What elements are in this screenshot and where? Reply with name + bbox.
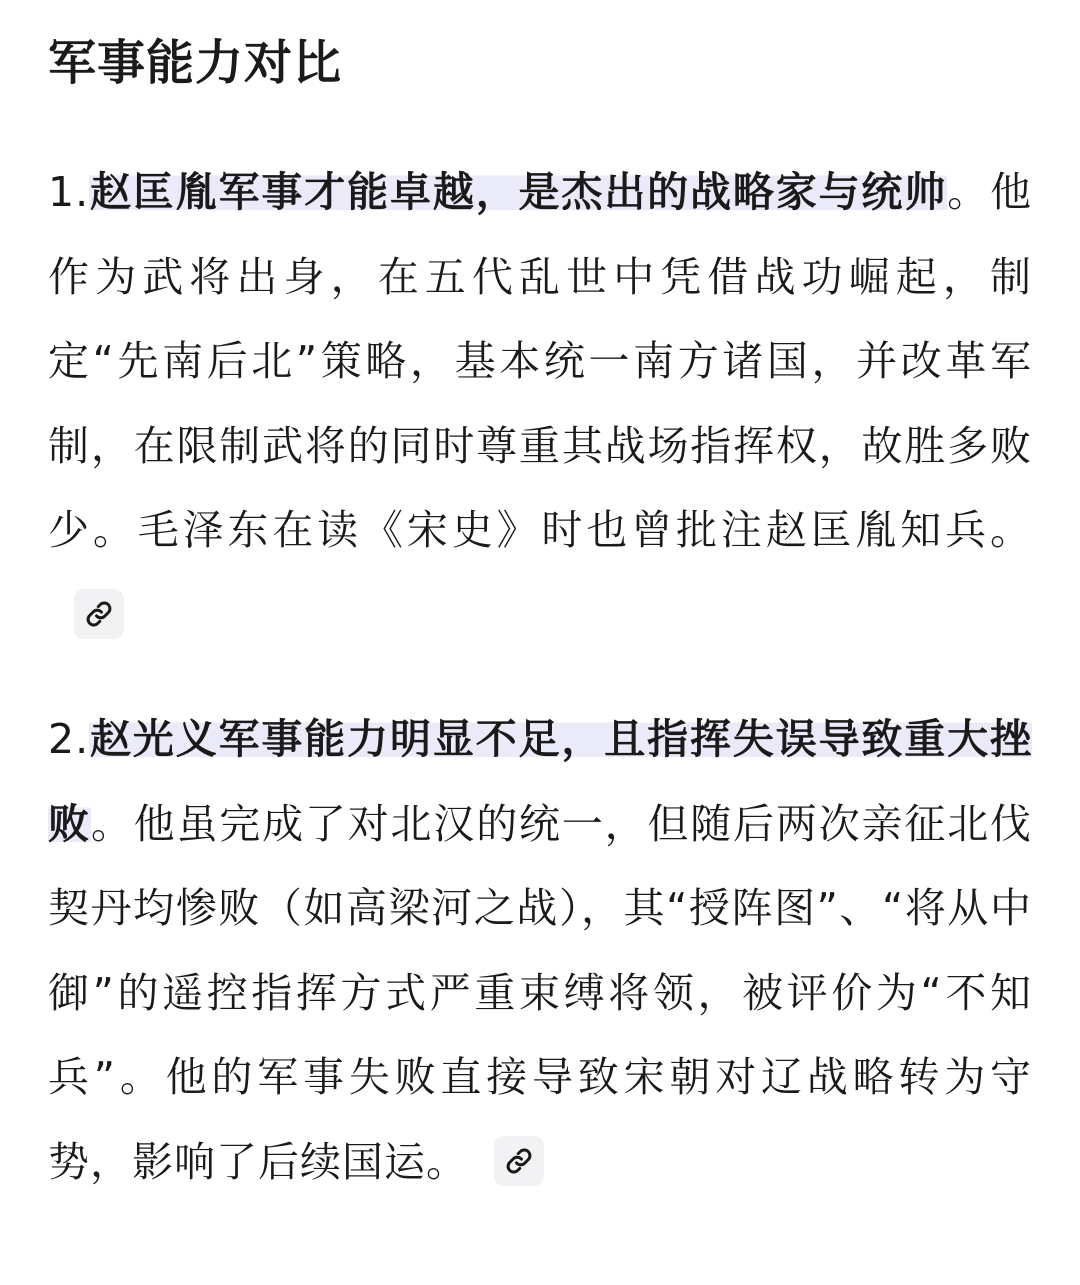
link-icon: [84, 599, 114, 629]
point-highlight: 赵光义军事能力明显不足，且指挥失误导致重大挫败: [48, 715, 1032, 848]
section-title: 军事能力对比: [48, 35, 343, 91]
point-number: 1.: [48, 168, 90, 216]
point-2: [48, 697, 1032, 1204]
point-1: [48, 150, 1032, 657]
point-body: 。他虽完成了对北汉的统一，但随后两次亲征北伐契丹均惨败（如高梁河之战），其“授阵图”、“将从中御”的遥控指挥方式严重束缚将领，被评价为“不知兵”。他的军事失败直接导致宋朝对辽战略转为守势，影响了后续国运。: [48, 799, 1033, 1186]
point-number: 2.: [48, 715, 90, 763]
source-link-button[interactable]: [494, 1136, 544, 1186]
link-icon: [504, 1146, 534, 1176]
source-link-button[interactable]: [74, 589, 124, 639]
point-highlight: 赵匡胤军事才能卓越，是杰出的战略家与统帅: [89, 168, 948, 216]
point-body: 。他作为武将出身，在五代乱世中凭借战功崛起，制定“先南后北”策略，基本统一南方诸国，并改革军制，在限制武将的同时尊重其战场指挥权，故胜多败少。毛泽东在读《宋史》时也曾批注赵匡胤知兵。: [48, 168, 1032, 554]
